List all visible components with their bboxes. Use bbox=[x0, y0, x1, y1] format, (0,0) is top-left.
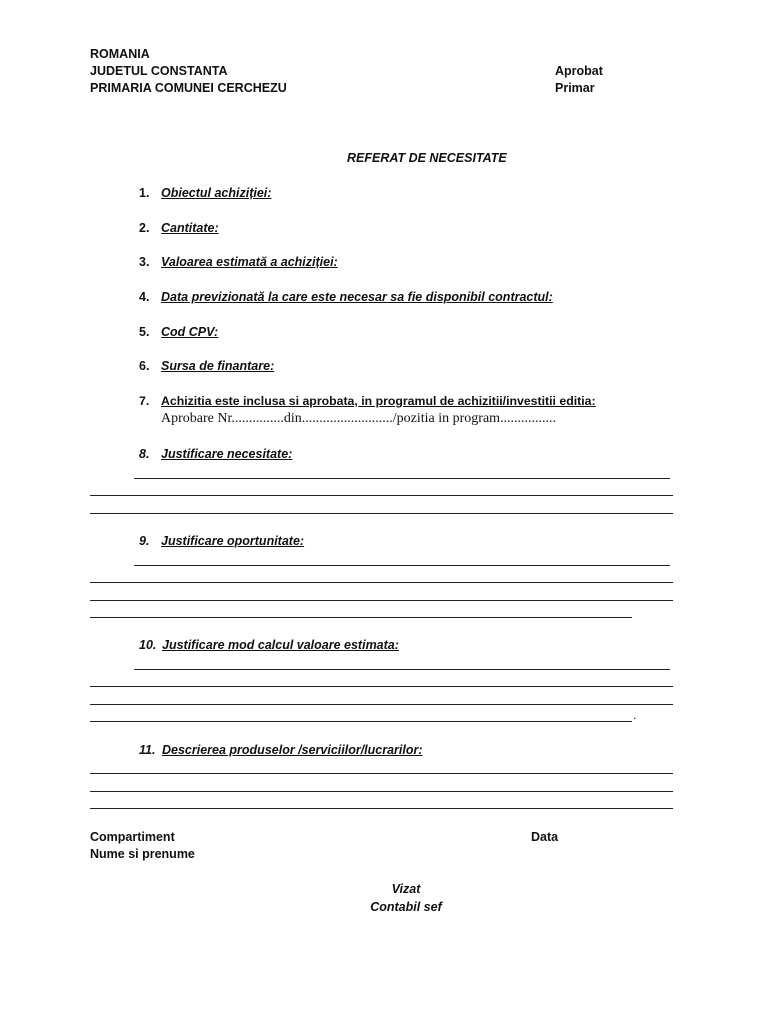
header-left bbox=[90, 46, 287, 97]
blank-line bbox=[90, 582, 673, 583]
blank-line bbox=[90, 773, 673, 774]
blank-line bbox=[90, 808, 673, 809]
item-number: 9. bbox=[139, 534, 150, 548]
item-8 bbox=[139, 447, 292, 461]
header-county: JUDETUL CONSTANTA bbox=[90, 64, 228, 78]
trailing-dot: . bbox=[633, 708, 637, 722]
approval-line: Aprobare Nr...............din........................../pozitia in program................ bbox=[161, 411, 557, 426]
footer-left bbox=[90, 829, 195, 863]
item-3 bbox=[139, 255, 338, 269]
item-label: Justificare mod calcul valoare estimata: bbox=[162, 638, 399, 652]
accountant-label: Contabil sef bbox=[370, 900, 442, 914]
item-1 bbox=[139, 186, 271, 200]
item-9 bbox=[139, 534, 304, 548]
item-label: Justificare necesitate: bbox=[161, 447, 293, 461]
header-mayor: Primar bbox=[555, 81, 595, 95]
item-4 bbox=[139, 290, 553, 304]
item-number: 10. bbox=[139, 638, 157, 652]
item-number: 2. bbox=[139, 221, 150, 235]
blank-line bbox=[90, 704, 673, 705]
footer-department: Compartiment bbox=[90, 830, 175, 844]
item-label: Descrierea produselor /serviciilor/lucrarilor: bbox=[162, 743, 423, 757]
blank-line bbox=[90, 721, 632, 722]
footer-date: Data bbox=[531, 830, 559, 844]
blank-line bbox=[134, 478, 670, 479]
blank-line bbox=[90, 495, 673, 496]
item-label: Achizitia este inclusa si aprobata, in programul de achizitii/investitii editia: bbox=[161, 394, 596, 408]
item-10 bbox=[139, 638, 399, 652]
item-6 bbox=[139, 359, 274, 373]
blank-line bbox=[90, 686, 673, 687]
item-2 bbox=[139, 221, 219, 235]
footer-name: Nume si prenume bbox=[90, 847, 195, 861]
item-label: Justificare oportunitate: bbox=[161, 534, 305, 548]
item-5 bbox=[139, 325, 218, 339]
item-label: Cantitate: bbox=[161, 221, 219, 235]
item-number: 8. bbox=[139, 447, 150, 461]
header-right bbox=[555, 63, 603, 97]
item-number: 1. bbox=[139, 186, 150, 200]
blank-line bbox=[90, 513, 673, 514]
item-number: 7. bbox=[139, 394, 150, 408]
item-label: Data previzionată la care este necesar sa fie disponibil contractul: bbox=[161, 290, 553, 304]
blank-line bbox=[90, 617, 632, 618]
item-number: 5. bbox=[139, 325, 150, 339]
blank-line bbox=[90, 600, 673, 601]
item-number: 11. bbox=[139, 743, 156, 757]
item-label: Sursa de finantare: bbox=[161, 359, 275, 373]
blank-line bbox=[134, 565, 670, 566]
blank-line bbox=[134, 669, 670, 670]
header-office: PRIMARIA COMUNEI CERCHEZU bbox=[90, 81, 287, 95]
item-label: Obiectul achiziției: bbox=[161, 186, 272, 200]
item-7 bbox=[139, 394, 596, 408]
blank-line bbox=[90, 791, 673, 792]
header-approved: Aprobat bbox=[555, 64, 603, 78]
item-number: 6. bbox=[139, 359, 150, 373]
item-label: Valoarea estimată a achiziției: bbox=[161, 255, 338, 269]
item-11 bbox=[139, 743, 423, 757]
item-number: 3. bbox=[139, 255, 150, 269]
header-country: ROMANIA bbox=[90, 47, 150, 61]
item-number: 4. bbox=[139, 290, 150, 304]
document-title: REFERAT DE NECESITATE bbox=[347, 151, 507, 165]
vizat-block bbox=[336, 880, 476, 916]
vizat-label: Vizat bbox=[391, 882, 421, 896]
item-label: Cod CPV: bbox=[161, 325, 219, 339]
